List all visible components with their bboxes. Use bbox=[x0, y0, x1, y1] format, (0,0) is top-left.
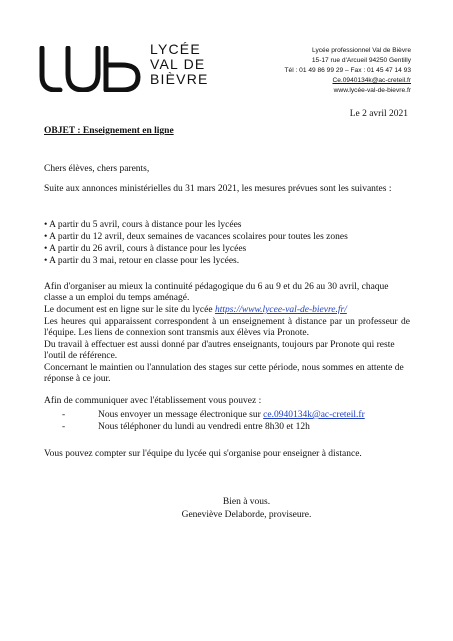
school-website: www.lycée-val-de-bievre.fr bbox=[333, 87, 411, 94]
logo-line: BIÈVRE bbox=[150, 71, 209, 87]
dash-bullet: - bbox=[62, 410, 66, 420]
work-paragraph: Du travail à effectuer est aussi donné par d'autres enseignants, toujours par Pronote qui reste l'outil de référence. bbox=[44, 340, 395, 362]
contact-intro: Afin de communiquer avec l'établissement vous pouvez : bbox=[44, 396, 262, 406]
contact-email-link[interactable]: ce.0940134k@ac-creteil.fr bbox=[263, 410, 365, 420]
list-item: • A partir du 12 avril, deux semaines de vacances scolaires pour toutes les zones bbox=[44, 232, 348, 242]
list-item bbox=[62, 410, 365, 421]
logo-text bbox=[150, 42, 209, 87]
list-item bbox=[62, 422, 310, 433]
greeting: Chers élèves, chers parents, bbox=[44, 164, 150, 174]
signature: Geneviève Delaborde, proviseure. bbox=[181, 510, 312, 520]
dash-bullet: - bbox=[62, 422, 66, 432]
letter-date: Le 2 avril 2021 bbox=[349, 109, 408, 119]
school-address: 15-17 rue d'Arcueil 94250 Gentilly bbox=[311, 57, 411, 64]
signoff: Bien à vous. bbox=[222, 497, 271, 507]
list-item: • A partir du 26 avril, cours à distance pour les lycées bbox=[44, 244, 247, 254]
letter-subject: OBJET : Enseignement en ligne bbox=[44, 126, 174, 136]
school-contact-block bbox=[285, 46, 411, 96]
lycee-logo-icon bbox=[38, 46, 148, 92]
list-item: • A partir du 3 mai, retour en classe pour les lycées. bbox=[44, 256, 240, 266]
continuity-paragraph: Afin d'organiser au mieux la continuité pédagogique du 6 au 9 et du 26 au 30 avril, chaque classe a un emploi du temps aménagé. bbox=[44, 282, 389, 304]
intro-paragraph: Suite aux annonces ministérielles du 31 mars 2021, les mesures prévues sont les suivantes : bbox=[44, 184, 392, 194]
school-name: Lycée professionnel Val de Bièvre bbox=[312, 47, 411, 54]
logo-line: VAL DE bbox=[150, 56, 206, 72]
hours-paragraph: Les heures qui apparaissent correspondent à un enseignement à distance par un professeur de l'équipe. Les liens de connexion sont transmis aux élèves via Pronote. bbox=[44, 317, 410, 339]
internship-paragraph: Concernant le maintien ou l'annulation des stages sur cette période, nous sommes en attente de réponse à ce jour. bbox=[44, 363, 404, 385]
school-email: Ce.0940134k@ac-creteil.fr bbox=[332, 77, 411, 84]
school-phone-fax: Tél : 01 49 86 99 29 – Fax : 01 45 47 14 93 bbox=[284, 67, 411, 74]
logo-line: LYCÉE bbox=[150, 41, 201, 57]
website-link[interactable]: https://www.lycee-val-de-bievre.fr/ bbox=[214, 305, 347, 315]
contact-email-text: Nous envoyer un message électronique sur bbox=[98, 410, 261, 420]
closing-paragraph: Vous pouvez compter sur l'équipe du lycée qui s'organise pour enseigner à distance. bbox=[44, 449, 362, 459]
contact-phone-text: Nous téléphoner du lundi au vendredi entre 8h30 et 12h bbox=[98, 422, 310, 432]
website-text: Le document est en ligne sur le site du lycée bbox=[44, 305, 213, 315]
list-item: • A partir du 5 avril, cours à distance pour les lycées bbox=[44, 220, 242, 230]
website-paragraph bbox=[44, 305, 410, 316]
